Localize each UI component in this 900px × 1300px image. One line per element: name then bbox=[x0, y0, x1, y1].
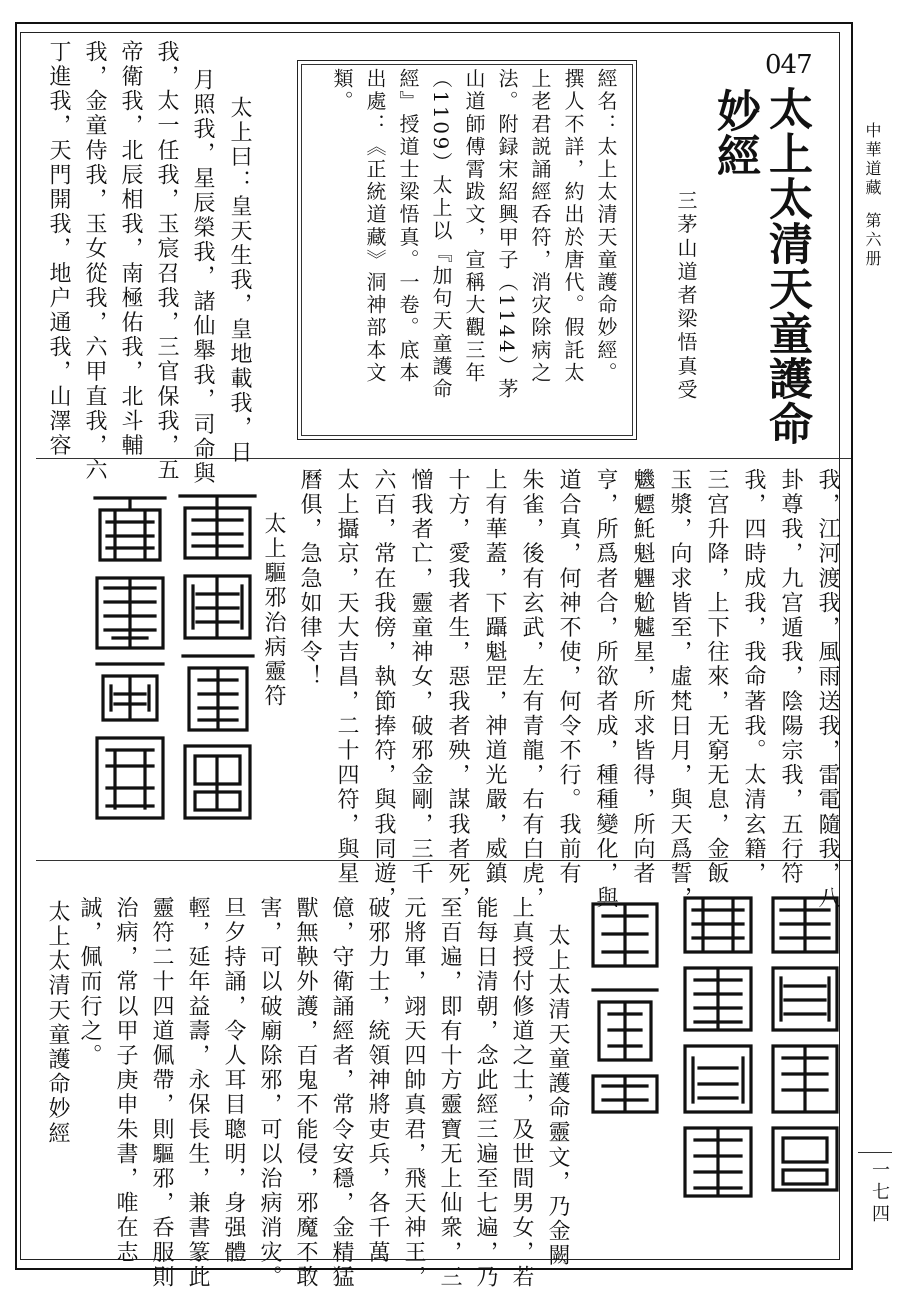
bottom-text-col-12: 靈符二十四道佩帶，則驅邪，呑服則 bbox=[149, 896, 174, 1290]
talisman-glyph-4 bbox=[185, 746, 250, 818]
bottom-text-col-6: 破邪力士，統領神將吏兵，各千萬 bbox=[365, 896, 390, 1265]
middle-text-col-6: 魕魒魠魁魓魀魖星，所求皆得，所向者 bbox=[630, 468, 655, 887]
middle-text-col-5: 玉漿，向求皆至，虛梵日月，與天爲誓， bbox=[667, 468, 692, 911]
talisman-glyph-2 bbox=[185, 576, 250, 638]
bottom-text-col-10: 旦夕持誦，令人耳目聰明，身强體 bbox=[221, 896, 246, 1265]
note-line-9: 類。 bbox=[330, 68, 354, 114]
volume-label: 第六册 bbox=[863, 212, 882, 269]
talisman-set-exorcism bbox=[85, 488, 265, 828]
talisman-b-glyph-1 bbox=[773, 898, 837, 952]
talisman-glyph-1 bbox=[180, 496, 255, 558]
talisman-glyph-3 bbox=[183, 656, 253, 730]
note-line-3: 上老君説誦經呑符，消灾除病之 bbox=[528, 68, 552, 385]
talisman-caption-exorcism: 太上驅邪治病靈符 bbox=[261, 512, 286, 709]
author-line: 三茅山道者梁悟真受 bbox=[674, 190, 698, 403]
top-text-col-3: 我，太一任我，玉宸召我，三官保我，五 bbox=[154, 40, 179, 483]
note-line-2: 撰人不詳，約出於唐代。假託太 bbox=[561, 68, 585, 385]
page-number-rule bbox=[858, 1152, 892, 1153]
middle-text-col-4: 三宫升降，上下往來，无窮无息，金飯 bbox=[704, 468, 729, 887]
middle-text-col-15: 曆俱，急急如律令！ bbox=[297, 468, 322, 690]
middle-text-col-3: 我，四時成我，我命著我。太清玄籍， bbox=[741, 468, 766, 887]
bottom-text-col-1: 太上太清天童護命靈文，乃金闕 bbox=[545, 924, 570, 1269]
middle-text-col-9: 朱雀，後有玄武，左有青龍，右有白虎， bbox=[519, 468, 544, 911]
middle-text-col-7: 亨，所爲者合，所欲者成，種種變化，與 bbox=[593, 468, 618, 911]
bottom-text-col-4: 至百遍，即有十方靈寶无上仙衆，三 bbox=[437, 896, 462, 1290]
talisman-b-glyph-3 bbox=[773, 1046, 837, 1112]
note-line-8: 出處：《正統道藏》洞神部本文 bbox=[363, 68, 387, 385]
closing-title: 太上太清天童護命妙經 bbox=[45, 900, 70, 1146]
talisman-b-glyph-9 bbox=[593, 904, 657, 966]
top-text-col-6: 丁進我，天門開我，地户通我，山澤容 bbox=[46, 40, 71, 459]
bottom-text-col-8: 獸無鞅外護，百鬼不能侵，邪魔不敢 bbox=[293, 896, 318, 1290]
bottom-text-col-2: 上真授付修道之士，及世間男女，若 bbox=[509, 896, 534, 1290]
talisman-b-glyph-4 bbox=[773, 1128, 837, 1190]
talisman-b-glyph-5 bbox=[685, 898, 751, 952]
talisman-b-glyph-2 bbox=[773, 968, 837, 1030]
bottom-text-col-5: 元將軍，翊天四帥真君，飛天神王， bbox=[401, 896, 426, 1290]
talisman-bottom-svg bbox=[585, 890, 843, 1220]
talisman-b-glyph-11 bbox=[593, 1076, 657, 1112]
note-line-4: 法。附録宋紹興甲子（1144）茅 bbox=[495, 68, 519, 401]
talisman-exorcism-svg bbox=[85, 488, 265, 828]
page-number: 一七四 bbox=[869, 1160, 890, 1226]
talisman-b-glyph-10 bbox=[593, 990, 657, 1060]
collection-title bbox=[861, 122, 884, 269]
talisman-b-glyph-7 bbox=[685, 1046, 751, 1112]
entry-number: 047 bbox=[765, 50, 812, 80]
middle-text-col-11: 十方，愛我者生，惡我者殃，謀我者死， bbox=[445, 468, 470, 911]
bottom-text-col-7: 億，守衛誦經者，常令安穩，金精猛 bbox=[329, 896, 354, 1290]
talisman-b-glyph-6 bbox=[685, 968, 751, 1030]
note-line-1: 經名：太上太清天童護命妙經。 bbox=[594, 68, 618, 385]
talisman-glyph-8 bbox=[97, 738, 163, 818]
top-text-col-4: 帝衛我，北辰相我，南極佑我，北斗輔 bbox=[118, 40, 143, 459]
middle-text-col-13: 六百，常在我傍，執節捧符，與我同遊， bbox=[371, 468, 396, 911]
middle-text-col-8: 道合真，何神不使，何令不行。我前有 bbox=[556, 468, 581, 887]
middle-text-col-1: 我，江河渡我，風雨送我，雷電隨我，八 bbox=[815, 468, 840, 911]
bottom-text-col-3: 能每日清朝，念此經三遍至七遍，乃 bbox=[473, 896, 498, 1290]
bottom-text-col-14: 誠，佩而行之。 bbox=[77, 896, 102, 1069]
middle-text-col-2: 卦尊我，九宫遁我，陰陽宗我，五行符 bbox=[778, 468, 803, 887]
talisman-b-glyph-8 bbox=[685, 1128, 751, 1196]
top-text-col-5: 我，金童侍我，玉女從我，六甲直我，六 bbox=[82, 40, 107, 483]
note-line-5: 山道師傅霄跋文，宣稱大觀三年 bbox=[462, 68, 486, 385]
bottom-text-col-9: 害，可以破廟除邪，可以治病消灾。 bbox=[257, 896, 282, 1290]
note-line-6: （1109）太上以『加句天童護命 bbox=[429, 68, 453, 401]
middle-text-col-14: 太上攝京，天大吉昌，二十四符，與星 bbox=[334, 468, 359, 887]
note-line-7: 經』授道士梁悟真。一卷。底本 bbox=[396, 68, 420, 385]
talisman-set-bottom bbox=[585, 890, 843, 1220]
talisman-glyph-5 bbox=[95, 498, 165, 560]
top-text-col-1: 太上曰：皇天生我，皇地載我，日 bbox=[227, 96, 252, 465]
scripture-title-line1: 太上太清天童護命 bbox=[761, 86, 812, 446]
top-text-col-2: 月照我，星辰榮我，諸仙舉我，司命與 bbox=[190, 68, 215, 487]
collection-name: 中華道藏 bbox=[863, 122, 882, 198]
talisman-glyph-6 bbox=[97, 578, 163, 648]
talisman-glyph-7 bbox=[97, 664, 163, 720]
bottom-text-col-13: 治病，常以甲子庚申朱書，唯在志 bbox=[113, 896, 138, 1265]
middle-text-col-12: 憎我者亡，靈童神女，破邪金剛，三千 bbox=[408, 468, 433, 887]
bottom-text-col-11: 輕，延年益壽，永保長生，兼書篆此 bbox=[185, 896, 210, 1290]
middle-text-col-10: 上有華蓋，下躡魁罡，神道光嚴，威鎮 bbox=[482, 468, 507, 887]
scripture-title-line2: 妙經 bbox=[709, 88, 760, 178]
